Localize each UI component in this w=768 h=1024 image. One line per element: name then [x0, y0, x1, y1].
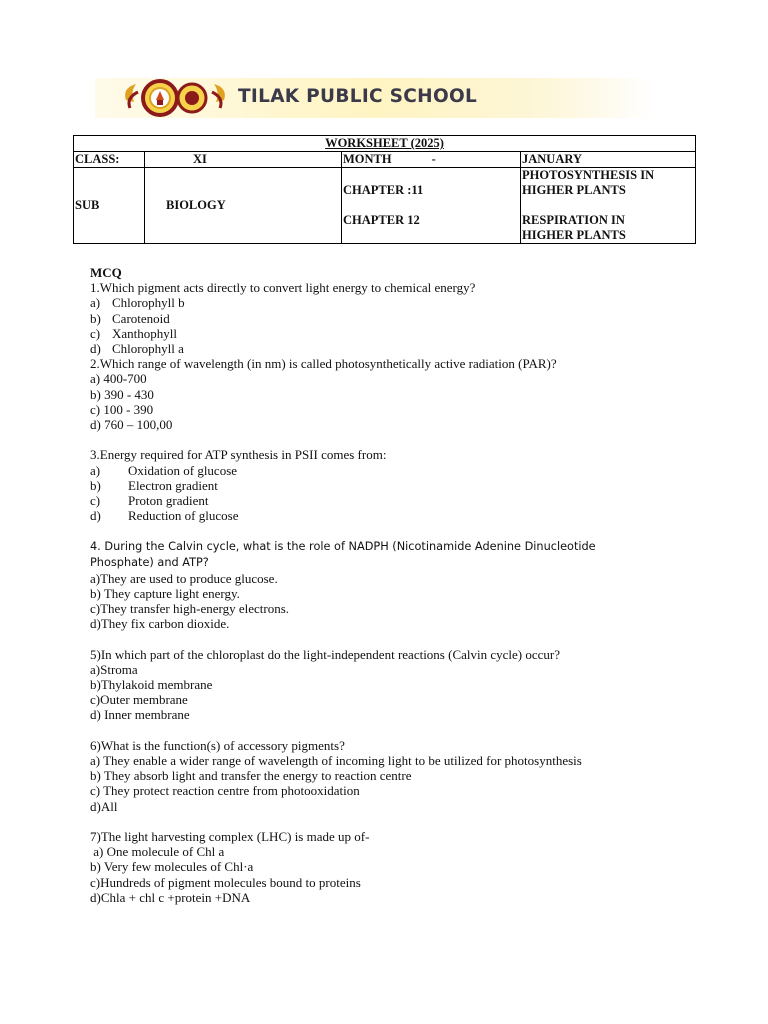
option: b)Thylakoid membrane — [90, 677, 213, 693]
question-5: 5)In which part of the chloroplast do the light-independent reactions (Calvin cycle) occur? — [90, 646, 560, 662]
question-2: 2.Which range of wavelength (in nm) is called photosynthetically active radiation (PAR)? — [90, 356, 557, 372]
chapter2-title-l1: RESPIRATION IN — [522, 213, 625, 227]
option: c) They protect reaction centre from photooxidation — [90, 783, 360, 799]
option: a) Oxidation of glucose — [90, 462, 238, 478]
option: d)All — [90, 798, 118, 814]
option: d) Reduction of glucose — [90, 508, 239, 524]
question-4-line1: 4. During the Calvin cycle, what is the role of NADPH (Nicotinamide Adenine Dinucleotide — [90, 539, 596, 553]
chapter1-title-l1: PHOTOSYNTHESIS IN — [522, 168, 655, 182]
option: c) Proton gradient — [90, 493, 209, 509]
option: c)They transfer high-energy electrons. — [90, 601, 290, 617]
option: d) 760 – 100,00 — [90, 417, 173, 433]
section-title: MCQ — [90, 265, 122, 280]
option: b) Electron gradient — [90, 477, 218, 493]
worksheet-header-table — [73, 135, 696, 244]
option: b) Carotenoid — [90, 310, 170, 326]
option: a) One molecule of Chl a — [90, 844, 225, 860]
month-label: MONTH - — [342, 152, 521, 168]
subject-value: BIOLOGY — [145, 168, 342, 244]
option: a) 400-700 — [90, 371, 147, 387]
question-3: 3.Energy required for ATP synthesis in PSII comes from: — [90, 447, 387, 463]
question-4-line2: Phosphate) and ATP? — [90, 555, 209, 569]
class-label: CLASS: — [74, 152, 145, 168]
question-6: 6)What is the function(s) of accessory pigments? — [90, 737, 345, 753]
option: d)They fix carbon dioxide. — [90, 616, 230, 632]
option: d) Inner membrane — [90, 707, 190, 723]
chapter-labels — [342, 168, 521, 244]
school-logo-icon — [120, 78, 230, 118]
option: b) 390 - 430 — [90, 386, 154, 402]
option: b) Very few molecules of Chl·a — [90, 859, 254, 875]
option: a) Chlorophyll b — [90, 295, 185, 311]
option: b) They capture light energy. — [90, 585, 240, 601]
subject-label: SUB — [74, 168, 145, 244]
chapter1-title-l2: HIGHER PLANTS — [522, 183, 626, 197]
question-1: 1.Which pigment acts directly to convert light energy to chemical energy? — [90, 280, 476, 296]
option: b) They absorb light and transfer the energy to reaction centre — [90, 768, 412, 784]
option: c)Hundreds of pigment molecules bound to proteins — [90, 874, 361, 890]
question-7: 7)The light harvesting complex (LHC) is made up of- — [90, 829, 370, 845]
option: a) They enable a wider range of wavelength of incoming light to be utilized for photosynthesis — [90, 753, 582, 769]
chapter2-label: CHAPTER 12 — [343, 213, 420, 227]
option: c)Outer membrane — [90, 692, 188, 708]
class-value: XI — [145, 152, 342, 168]
chapter-titles — [521, 168, 696, 244]
worksheet-title: WORKSHEET (2025) — [74, 136, 696, 152]
chapter2-title-l2: HIGHER PLANTS — [522, 228, 626, 242]
option: c) 100 - 390 — [90, 401, 154, 417]
option: a)Stroma — [90, 661, 138, 677]
school-name: TILAK PUBLIC SCHOOL — [238, 86, 478, 107]
option: c) Xanthophyll — [90, 325, 177, 341]
option: d)Chla + chl c +protein +DNA — [90, 889, 251, 905]
month-value: JANUARY — [521, 152, 696, 168]
option: a)They are used to produce glucose. — [90, 570, 278, 586]
question-list — [90, 265, 730, 905]
option: d) Chlorophyll a — [90, 341, 184, 357]
chapter1-label: CHAPTER :11 — [343, 183, 424, 197]
